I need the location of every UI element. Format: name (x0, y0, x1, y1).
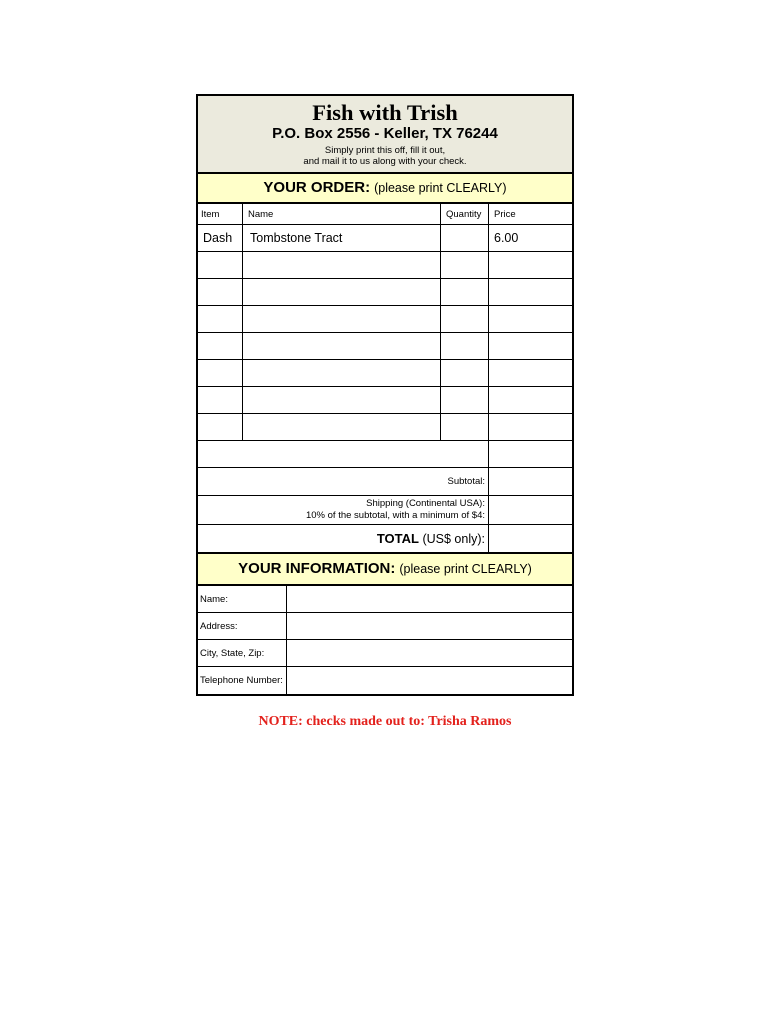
order-item-field[interactable] (198, 252, 243, 278)
column-header-item: Item (198, 204, 243, 224)
shipping-label-line: 10% of the subtotal, with a minimum of $4: (305, 510, 485, 521)
order-row (198, 279, 572, 306)
order-price-field[interactable] (489, 414, 572, 440)
order-price-field[interactable] (489, 387, 572, 413)
order-item-field[interactable] (198, 414, 243, 440)
order-price-field[interactable] (489, 360, 572, 386)
instructions-line: Simply print this off, fill it out, (324, 145, 446, 156)
order-row (198, 225, 572, 252)
order-name-field[interactable] (243, 414, 441, 440)
order-row (198, 414, 572, 441)
order-row (198, 333, 572, 360)
order-quantity-field[interactable] (441, 279, 489, 305)
order-price-field[interactable] (489, 279, 572, 305)
order-name-field[interactable] (243, 279, 441, 305)
order-quantity-field[interactable] (441, 306, 489, 332)
column-header-name: Name (243, 204, 441, 224)
name-label: Name: (198, 586, 287, 612)
order-name-field[interactable] (243, 252, 441, 278)
info-section-heading (198, 554, 572, 586)
order-price-field[interactable] (489, 333, 572, 359)
name-field[interactable] (287, 586, 572, 612)
total-label-main: TOTAL (376, 530, 419, 546)
order-item-field[interactable] (198, 306, 243, 332)
order-quantity-field[interactable] (441, 225, 489, 251)
info-row-telephone (198, 667, 572, 694)
order-item-field[interactable] (198, 279, 243, 305)
order-item-field[interactable] (198, 360, 243, 386)
order-name-field[interactable] (243, 387, 441, 413)
order-item-field[interactable] (198, 387, 243, 413)
order-item-field[interactable]: Dash (198, 225, 243, 251)
telephone-field[interactable] (287, 667, 572, 694)
order-row (198, 360, 572, 387)
shipping-label (198, 496, 489, 524)
info-heading-note: (please print CLEARLY) (399, 562, 532, 576)
address-field[interactable] (287, 613, 572, 639)
subtotal-row (198, 468, 572, 496)
order-quantity-field[interactable] (441, 360, 489, 386)
order-row (198, 306, 572, 333)
subtotal-field[interactable] (489, 468, 572, 495)
order-heading-text (263, 179, 506, 197)
info-heading-label: YOUR INFORMATION: (238, 560, 396, 577)
order-heading-note: (please print CLEARLY) (374, 181, 507, 195)
telephone-label: Telephone Number: (198, 667, 287, 694)
blank-cell (198, 441, 489, 467)
order-section-heading (198, 174, 572, 204)
city-state-zip-field[interactable] (287, 640, 572, 666)
order-name-field[interactable] (243, 360, 441, 386)
total-label-note: (US$ only): (422, 531, 485, 546)
info-row-city-state-zip (198, 640, 572, 667)
shipping-label-line: Shipping (Continental USA): (366, 498, 485, 509)
payment-note: NOTE: checks made out to: Trisha Ramos (258, 714, 512, 729)
order-price-field[interactable] (489, 306, 572, 332)
instructions-line: and mail it to us along with your check. (303, 156, 467, 167)
order-name-field[interactable] (243, 333, 441, 359)
info-row-name (198, 586, 572, 613)
order-heading-label: YOUR ORDER: (263, 179, 371, 196)
city-state-zip-label: City, State, Zip: (198, 640, 287, 666)
form-header (198, 96, 572, 174)
shipping-field[interactable] (489, 496, 572, 524)
order-quantity-field[interactable] (441, 333, 489, 359)
order-name-field[interactable] (243, 306, 441, 332)
column-header-price: Price (494, 208, 516, 220)
business-title: Fish with Trish (312, 100, 458, 125)
order-price-field[interactable] (489, 252, 572, 278)
blank-price-cell (489, 441, 572, 467)
column-header-quantity: Quantity (441, 204, 489, 224)
order-name-field[interactable]: Tombstone Tract (243, 225, 441, 251)
order-quantity-field[interactable] (441, 387, 489, 413)
order-form (196, 94, 574, 696)
order-quantity-field[interactable] (441, 414, 489, 440)
order-row (198, 387, 572, 414)
address-label: Address: (198, 613, 287, 639)
order-blank-row (198, 441, 572, 468)
info-heading-text (238, 560, 532, 578)
total-row (198, 525, 572, 554)
total-label (198, 525, 489, 552)
order-quantity-field[interactable] (441, 252, 489, 278)
total-field[interactable] (489, 525, 572, 552)
order-column-headers (198, 204, 572, 225)
total-label-text (377, 530, 485, 548)
order-price-field[interactable]: 6.00 (494, 231, 519, 245)
order-row (198, 252, 572, 279)
info-row-address (198, 613, 572, 640)
order-item-field[interactable] (198, 333, 243, 359)
shipping-row (198, 496, 572, 525)
mailing-address: P.O. Box 2556 - Keller, TX 76244 (272, 125, 498, 142)
subtotal-label: Subtotal: (198, 468, 489, 495)
